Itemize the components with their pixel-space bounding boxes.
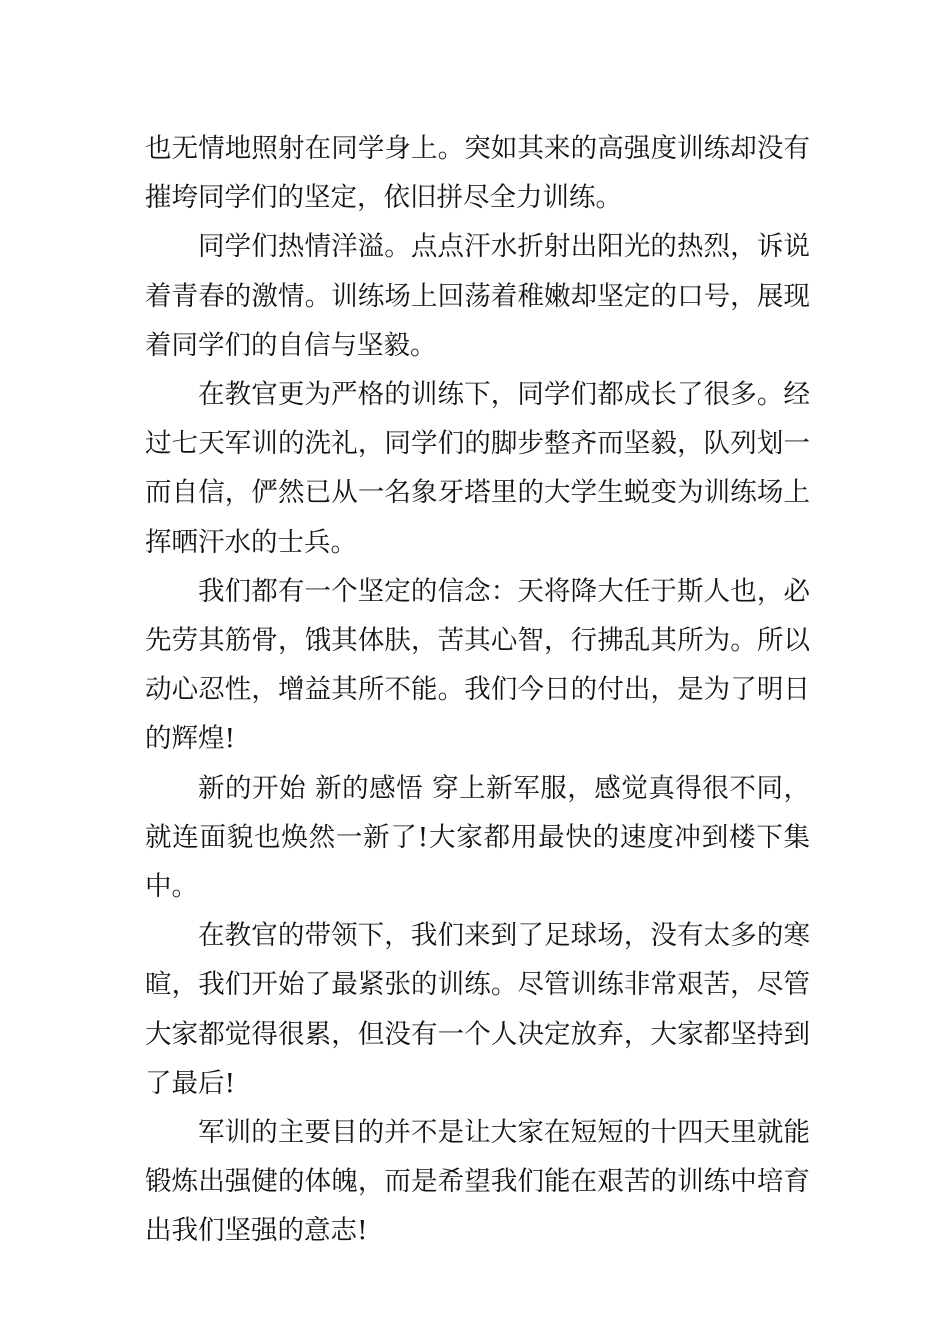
paragraph-continued: 也无情地照射在同学身上。突如其来的高强度训练却没有摧垮同学们的坚定，依旧拼尽全力训练。 [145, 133, 810, 214]
document-body [145, 124, 810, 1256]
paragraph: 新的开始 新的感悟 穿上新军服，感觉真得很不同，就连面貌也焕然一新了!大家都用最快的速度冲到楼下集中。 [145, 772, 810, 903]
paragraph: 在教官的带领下，我们来到了足球场，没有太多的寒暄，我们开始了最紧张的训练。尽管训练非常艰苦，尽管大家都觉得很累，但没有一个人决定放弃，大家都坚持到了最后! [145, 920, 810, 1099]
paragraph: 同学们热情洋溢。点点汗水折射出阳光的热烈，诉说着青春的激情。训练场上回荡着稚嫩却坚定的口号，展现着同学们的自信与坚毅。 [145, 231, 810, 361]
paragraph: 军训的主要目的并不是让大家在短短的十四天里就能锻炼出强健的体魄，而是希望我们能在艰苦的训练中培育出我们坚强的意志! [145, 1117, 810, 1247]
paragraph: 我们都有一个坚定的信念：天将降大任于斯人也，必先劳其筋骨，饿其体肤，苦其心智，行拂乱其所为。所以动心忍性，增益其所不能。我们今日的付出，是为了明日的辉煌! [145, 575, 810, 755]
paragraph: 在教官更为严格的训练下，同学们都成长了很多。经过七天军训的洗礼，同学们的脚步整齐而坚毅，队列划一而自信，俨然已从一名象牙塔里的大学生蜕变为训练场上挥晒汗水的士兵。 [145, 379, 810, 558]
